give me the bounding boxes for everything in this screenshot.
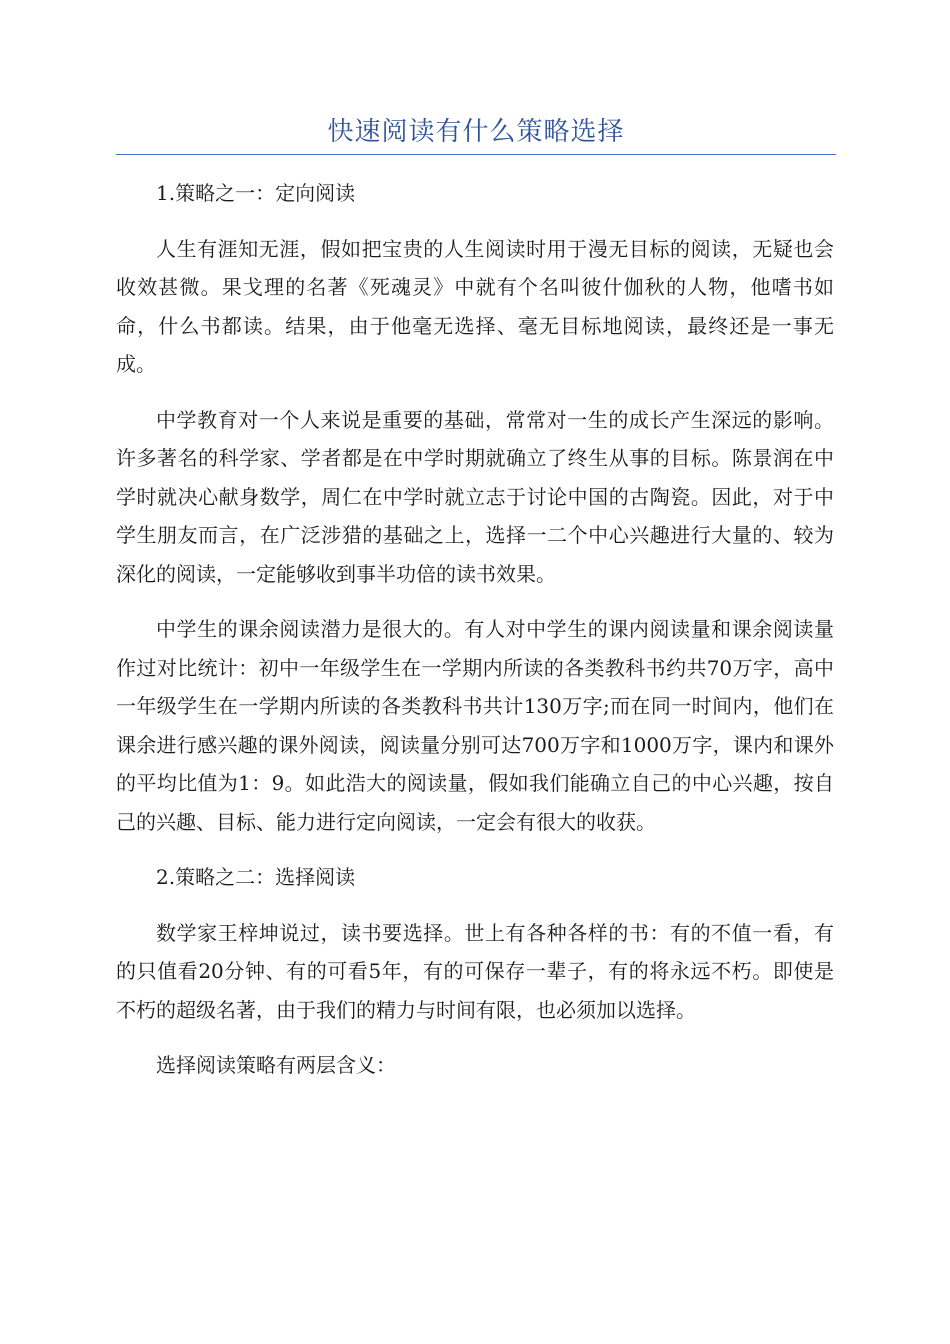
paragraph: 数学家王梓坤说过，读书要选择。世上有各种各样的书：有的不值一看，有的只值看20分钟、有的可看5年，有的可保存一辈子，有的将永远不朽。即使是不朽的超级名著，由于我们的精力与时间有限，也必须加以选择。 [116, 920, 834, 1022]
document-title: 快速阅读有什么策略选择 [327, 117, 625, 147]
paragraph: 选择阅读策略有两层含义： [156, 1053, 396, 1077]
section-heading-2: 2.策略之二：选择阅读 [156, 865, 356, 889]
document-body [116, 174, 834, 1102]
paragraph: 中学生的课余阅读潜力是很大的。有人对中学生的课内阅读量和课余阅读量作过对比统计：初中一年级学生在一学期内所读的各类教科书约共70万字，高中一年级学生在一学期内所读的各类教科书共计130万字;而在同一时间内，他们在课余进行感兴趣的课外阅读，阅读量分别可达700万字和1000万字，课内和课外的平均比值为1：9。如此浩大的阅读量，假如我们能确立自己的中心兴趣，按自己的兴趣、目标、能力进行定向阅读，一定会有很大的收获。 [116, 617, 834, 834]
section-heading-1: 1.策略之一：定向阅读 [156, 181, 356, 205]
paragraph: 中学教育对一个人来说是重要的基础，常常对一生的成长产生深远的影响。许多著名的科学家、学者都是在中学时期就确立了终生从事的目标。陈景润在中学时就决心献身数学，周仁在中学时就立志于讨论中国的古陶瓷。因此，对于中学生朋友而言，在广泛涉猎的基础之上，选择一二个中心兴趣进行大量的、较为深化的阅读，一定能够收到事半功倍的读书效果。 [116, 407, 834, 586]
paragraph: 人生有涯知无涯，假如把宝贵的人生阅读时用于漫无目标的阅读，无疑也会收效甚微。果戈理的名著《死魂灵》中就有个名叫彼什伽秋的人物，他嗜书如命，什么书都读。结果，由于他毫无选择、毫无目标地阅读，最终还是一事无成。 [116, 236, 834, 376]
title-underline [116, 154, 836, 155]
